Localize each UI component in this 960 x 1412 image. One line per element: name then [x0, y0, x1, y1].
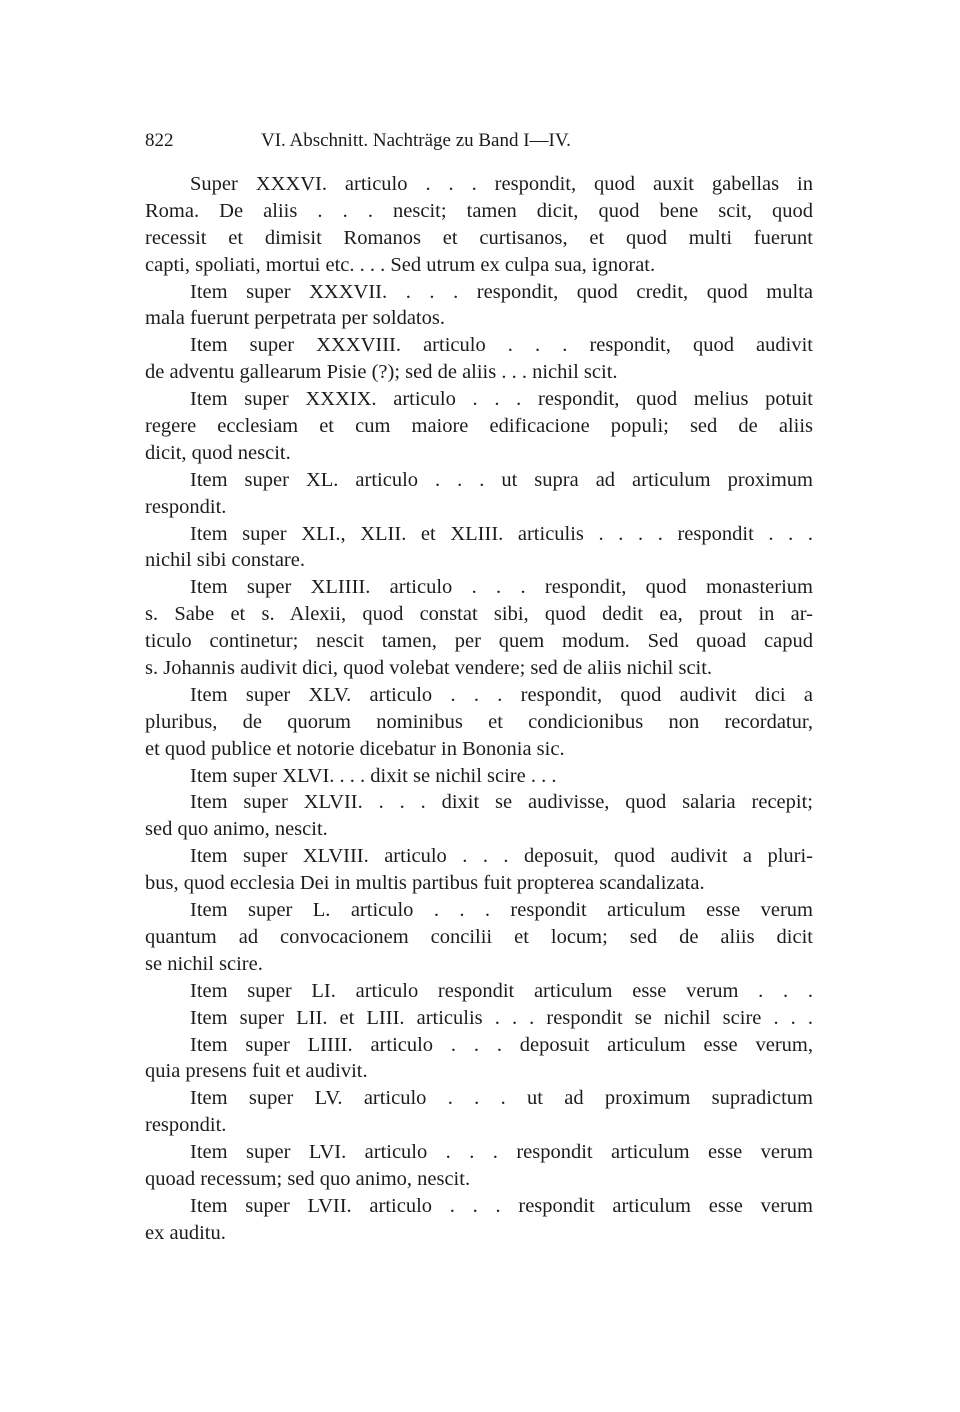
text-line: Item super XLV. articulo . . . respondit, quod audivit dici a: [190, 683, 813, 706]
text-line: Item super XLI., XLII. et XLIII. articulis . . . . respondit . . .: [190, 522, 813, 545]
text-line: Item super XXXVIII. articulo . . . respondit, quod audivit: [190, 334, 813, 357]
text-line: s. Johannis audivit dici, quod volebat vendere; sed de aliis nichil scit.: [145, 657, 713, 680]
text-line: Item super LVI. articulo . . . respondit articulum esse verum: [190, 1141, 813, 1164]
text-line: Item super XXXIX. articulo . . . respondit, quod melius potuit: [190, 388, 813, 411]
text-line: quia presens fuit et audivit.: [145, 1060, 368, 1083]
text-line: Item super LI. articulo respondit articulum esse verum . . .: [190, 979, 813, 1002]
text-line: Item super XXXVII. . . . respondit, quod credit, quod multa: [190, 280, 813, 303]
text-line: se nichil scire.: [145, 952, 263, 975]
text-line: Item super L. articulo . . . respondit articulum esse verum: [190, 899, 813, 922]
text-line: nichil sibi constare.: [145, 549, 305, 572]
text-line: sed quo animo, nescit.: [145, 818, 328, 841]
text-line: mala fuerunt perpetrata per soldatos.: [145, 307, 445, 330]
text-line: Item super XLVIII. articulo . . . deposuit, quod audivit a pluri-: [190, 845, 813, 868]
body-text: [145, 171, 813, 1247]
text-line: et quod publice et notorie dicebatur in Bononia sic.: [145, 737, 565, 760]
text-line: Item super XL. articulo . . . ut supra ad articulum proximum: [190, 468, 813, 491]
text-line: Item super XLIIII. articulo . . . respondit, quod monasterium: [190, 576, 813, 599]
text-line: recessit et dimisit Romanos et curtisanos, et quod multi fuerunt: [145, 226, 813, 249]
text-line: Item super LIIII. articulo . . . deposuit articulum esse verum,: [190, 1033, 813, 1056]
text-line: quantum ad convocacionem concilii et locum; sed de aliis dicit: [145, 925, 813, 948]
text-line: regere ecclesiam et cum maiore edificacione populi; sed de aliis: [145, 415, 813, 438]
text-line: respondit.: [145, 495, 227, 518]
running-title: VI. Abschnitt. Nachträge zu Band I—IV.: [261, 130, 571, 151]
text-line: Item super XLVII. . . . dixit se audivisse, quod salaria recepit;: [190, 791, 813, 814]
text-line: Roma. De aliis . . . nescit; tamen dicit, quod bene scit, quod: [145, 199, 813, 222]
text-line: bus, quod ecclesia Dei in multis partibus fuit propterea scandalizata.: [145, 872, 705, 895]
running-head: [145, 128, 815, 154]
text-line: de adventu gallearum Pisie (?); sed de aliis . . . nichil scit.: [145, 361, 618, 384]
text-line: ex auditu.: [145, 1221, 226, 1244]
text-line: pluribus, de quorum nominibus et condicionibus non recordatur,: [145, 710, 813, 733]
text-line: ticulo continetur; nescit tamen, per quem modum. Sed quoad capud: [145, 630, 813, 653]
text-line: Item super LV. articulo . . . ut ad proximum supradictum: [190, 1087, 813, 1110]
page-number: 822: [145, 130, 174, 151]
text-line: s. Sabe et s. Alexii, quod constat sibi, quod dedit ea, prout in ar-: [145, 603, 813, 626]
text-line: respondit.: [145, 1114, 227, 1137]
text-line: quoad recessum; sed quo animo, nescit.: [145, 1167, 471, 1190]
text-line: Super XXXVI. articulo . . . respondit, quod auxit gabellas in: [190, 173, 813, 195]
text-line: dicit, quod nescit.: [145, 441, 291, 464]
text-line: Item super XLVI. . . . dixit se nichil scire . . .: [190, 764, 557, 787]
text-line: Item super LVII. articulo . . . respondit articulum esse verum: [190, 1194, 813, 1217]
text-line: Item super LII. et LIII. articulis . . . respondit se nichil scire . . .: [190, 1006, 813, 1029]
text-line: capti, spoliati, mortui etc. . . . Sed utrum ex culpa sua, ignorat.: [145, 253, 656, 276]
